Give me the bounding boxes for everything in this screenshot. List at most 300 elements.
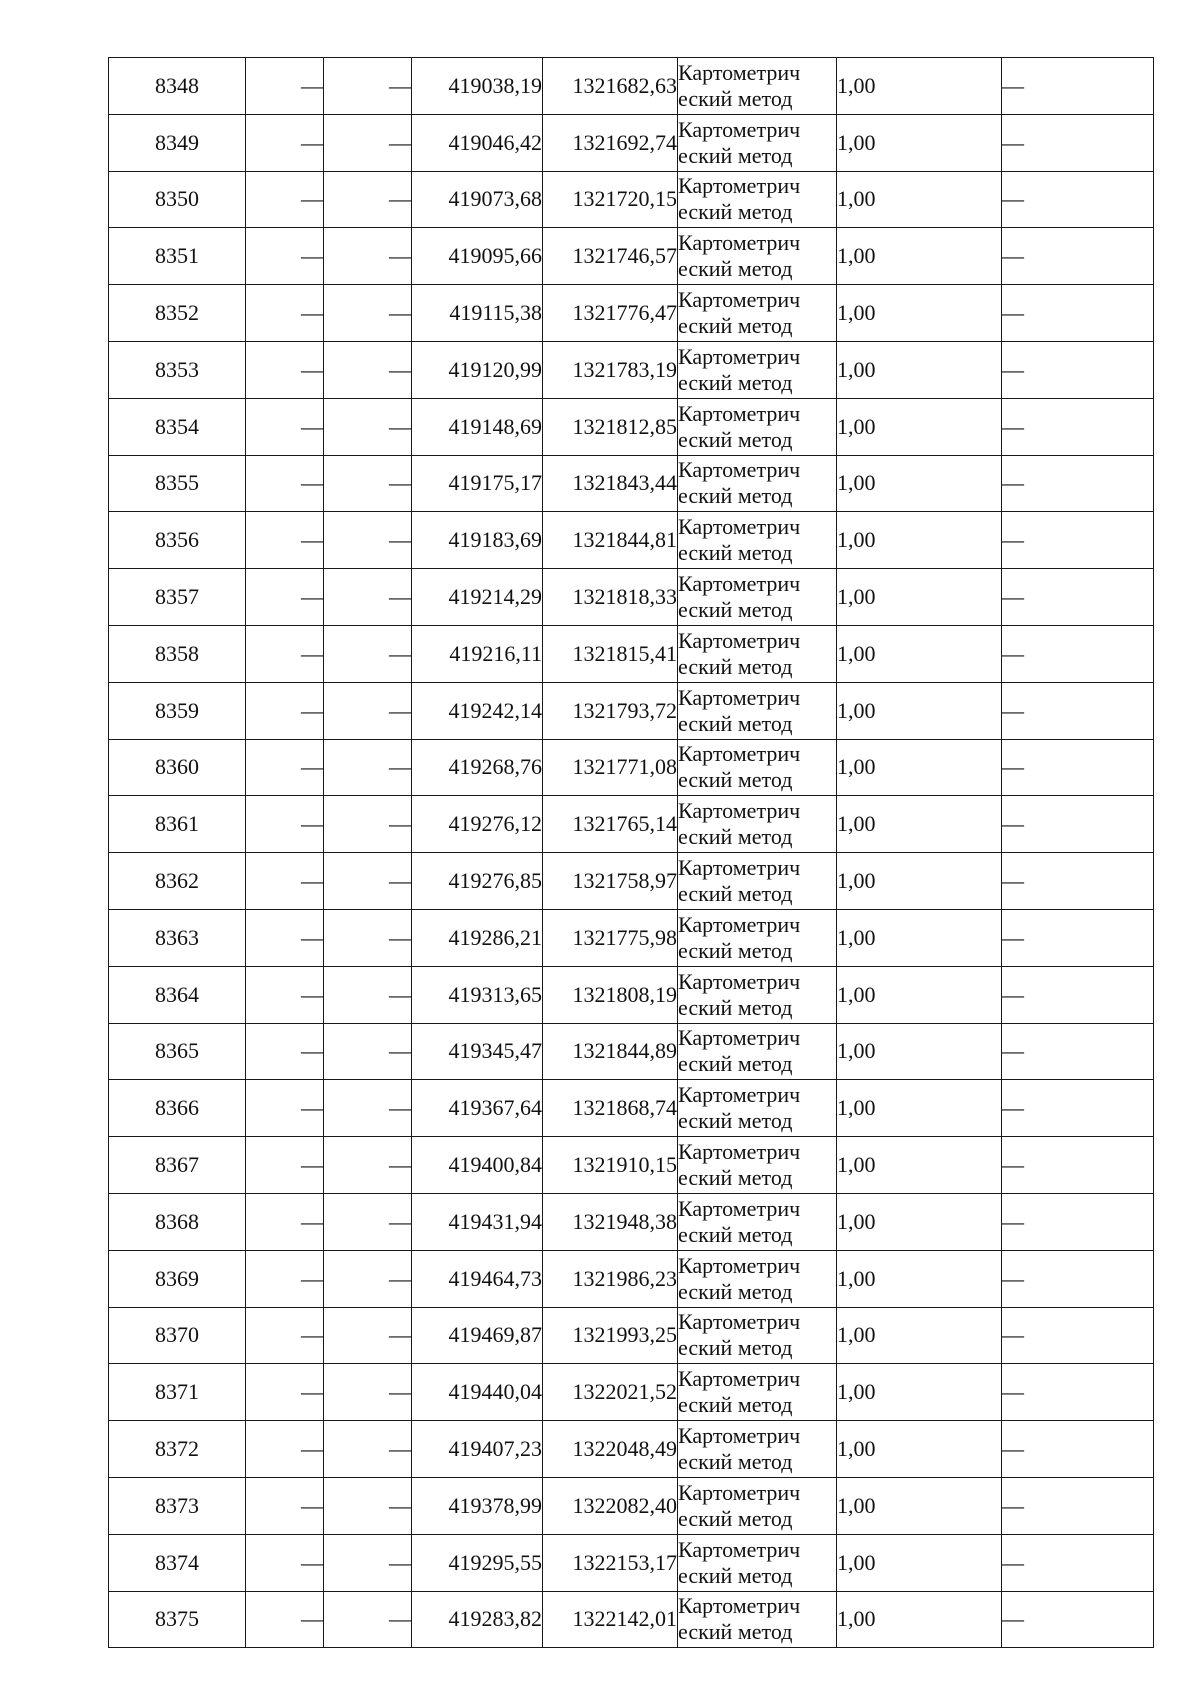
- empty-value-cell: —: [1002, 285, 1154, 342]
- empty-value-cell: —: [246, 1137, 324, 1194]
- method-cell: [678, 1307, 837, 1364]
- method-cell: [678, 1250, 837, 1307]
- y-coordinate-cell: 1321775,98: [543, 909, 678, 966]
- empty-value-cell: —: [246, 796, 324, 853]
- accuracy-cell: 1,00: [837, 455, 1002, 512]
- method-line-2: еский метод: [678, 1278, 793, 1304]
- accuracy-cell: 1,00: [837, 1080, 1002, 1137]
- empty-value-cell: —: [324, 1080, 412, 1137]
- accuracy-cell: 1,00: [837, 1250, 1002, 1307]
- method-line-2: еский метод: [678, 1165, 793, 1191]
- y-coordinate-cell: 1321765,14: [543, 796, 678, 853]
- empty-value-cell: —: [324, 966, 412, 1023]
- method-cell: [678, 1193, 837, 1250]
- y-coordinate-cell: 1321844,81: [543, 512, 678, 569]
- x-coordinate-cell: 419276,12: [412, 796, 543, 853]
- accuracy-cell: 1,00: [837, 512, 1002, 569]
- y-coordinate-cell: 1321948,38: [543, 1193, 678, 1250]
- empty-value-cell: —: [1002, 1477, 1154, 1534]
- method-cell: [678, 682, 837, 739]
- empty-value-cell: —: [324, 1364, 412, 1421]
- method-cell: [678, 1591, 837, 1648]
- table-row: [109, 114, 1154, 171]
- method-line-1: Картометрич: [678, 514, 801, 540]
- method-line-1: Картометрич: [678, 230, 801, 256]
- point-number-cell: 8352: [109, 285, 246, 342]
- method-line-2: еский метод: [678, 710, 793, 736]
- x-coordinate-cell: 419268,76: [412, 739, 543, 796]
- method-cell: [678, 285, 837, 342]
- empty-value-cell: —: [1002, 1193, 1154, 1250]
- x-coordinate-cell: 419464,73: [412, 1250, 543, 1307]
- empty-value-cell: —: [324, 341, 412, 398]
- accuracy-cell: 1,00: [837, 1421, 1002, 1478]
- empty-value-cell: —: [1002, 512, 1154, 569]
- accuracy-cell: 1,00: [837, 1137, 1002, 1194]
- empty-value-cell: —: [246, 1250, 324, 1307]
- method-line-2: еский метод: [678, 653, 793, 679]
- empty-value-cell: —: [324, 58, 412, 115]
- y-coordinate-cell: 1322048,49: [543, 1421, 678, 1478]
- empty-value-cell: —: [324, 682, 412, 739]
- y-coordinate-cell: 1321682,63: [543, 58, 678, 115]
- empty-value-cell: —: [1002, 1137, 1154, 1194]
- method-line-1: Картометрич: [678, 1309, 801, 1335]
- method-cell: [678, 1080, 837, 1137]
- x-coordinate-cell: 419214,29: [412, 569, 543, 626]
- y-coordinate-cell: 1321844,89: [543, 1023, 678, 1080]
- empty-value-cell: —: [246, 1364, 324, 1421]
- x-coordinate-cell: 419095,66: [412, 228, 543, 285]
- method-line-1: Картометрич: [678, 855, 801, 881]
- point-number-cell: 8353: [109, 341, 246, 398]
- empty-value-cell: —: [246, 455, 324, 512]
- method-line-2: еский метод: [678, 994, 793, 1020]
- point-number-cell: 8349: [109, 114, 246, 171]
- empty-value-cell: —: [324, 1477, 412, 1534]
- method-cell: [678, 853, 837, 910]
- method-cell: [678, 1023, 837, 1080]
- empty-value-cell: —: [1002, 341, 1154, 398]
- empty-value-cell: —: [246, 1023, 324, 1080]
- accuracy-cell: 1,00: [837, 58, 1002, 115]
- method-cell: [678, 512, 837, 569]
- empty-value-cell: —: [1002, 796, 1154, 853]
- x-coordinate-cell: 419276,85: [412, 853, 543, 910]
- point-number-cell: 8361: [109, 796, 246, 853]
- method-line-2: еский метод: [678, 256, 793, 282]
- empty-value-cell: —: [1002, 398, 1154, 455]
- method-line-1: Картометрич: [678, 1593, 801, 1619]
- x-coordinate-cell: 419120,99: [412, 341, 543, 398]
- empty-value-cell: —: [246, 569, 324, 626]
- table-row: [109, 739, 1154, 796]
- method-line-1: Картометрич: [678, 1536, 801, 1562]
- method-line-2: еский метод: [678, 142, 793, 168]
- accuracy-cell: 1,00: [837, 682, 1002, 739]
- x-coordinate-cell: 419400,84: [412, 1137, 543, 1194]
- point-number-cell: 8364: [109, 966, 246, 1023]
- point-number-cell: 8375: [109, 1591, 246, 1648]
- table-row: [109, 1137, 1154, 1194]
- method-cell: [678, 398, 837, 455]
- method-line-1: Картометрич: [678, 116, 801, 142]
- method-line-2: еский метод: [678, 881, 793, 907]
- method-cell: [678, 228, 837, 285]
- x-coordinate-cell: 419378,99: [412, 1477, 543, 1534]
- y-coordinate-cell: 1322021,52: [543, 1364, 678, 1421]
- empty-value-cell: —: [1002, 853, 1154, 910]
- empty-value-cell: —: [1002, 1534, 1154, 1591]
- y-coordinate-cell: 1321783,19: [543, 341, 678, 398]
- point-number-cell: 8357: [109, 569, 246, 626]
- empty-value-cell: —: [324, 455, 412, 512]
- empty-value-cell: —: [246, 682, 324, 739]
- accuracy-cell: 1,00: [837, 285, 1002, 342]
- empty-value-cell: —: [1002, 1250, 1154, 1307]
- empty-value-cell: —: [1002, 114, 1154, 171]
- empty-value-cell: —: [324, 739, 412, 796]
- table-row: [109, 1307, 1154, 1364]
- empty-value-cell: —: [324, 171, 412, 228]
- table-row: [109, 228, 1154, 285]
- empty-value-cell: —: [1002, 966, 1154, 1023]
- empty-value-cell: —: [324, 1307, 412, 1364]
- y-coordinate-cell: 1321843,44: [543, 455, 678, 512]
- x-coordinate-cell: 419073,68: [412, 171, 543, 228]
- empty-value-cell: —: [246, 966, 324, 1023]
- x-coordinate-cell: 419345,47: [412, 1023, 543, 1080]
- y-coordinate-cell: 1321771,08: [543, 739, 678, 796]
- x-coordinate-cell: 419148,69: [412, 398, 543, 455]
- x-coordinate-cell: 419295,55: [412, 1534, 543, 1591]
- empty-value-cell: —: [1002, 1080, 1154, 1137]
- method-line-2: еский метод: [678, 1335, 793, 1361]
- empty-value-cell: —: [1002, 625, 1154, 682]
- point-number-cell: 8368: [109, 1193, 246, 1250]
- empty-value-cell: —: [246, 1591, 324, 1648]
- method-line-2: еский метод: [678, 597, 793, 623]
- method-cell: [678, 455, 837, 512]
- y-coordinate-cell: 1321746,57: [543, 228, 678, 285]
- accuracy-cell: 1,00: [837, 1477, 1002, 1534]
- x-coordinate-cell: 419046,42: [412, 114, 543, 171]
- empty-value-cell: —: [246, 625, 324, 682]
- empty-value-cell: —: [324, 853, 412, 910]
- table-row: [109, 1364, 1154, 1421]
- accuracy-cell: 1,00: [837, 966, 1002, 1023]
- y-coordinate-cell: 1321986,23: [543, 1250, 678, 1307]
- method-line-1: Картометрич: [678, 287, 801, 313]
- empty-value-cell: —: [1002, 739, 1154, 796]
- method-line-1: Картометрич: [678, 911, 801, 937]
- method-line-2: еский метод: [678, 1505, 793, 1531]
- method-cell: [678, 58, 837, 115]
- empty-value-cell: —: [1002, 1023, 1154, 1080]
- accuracy-cell: 1,00: [837, 739, 1002, 796]
- method-line-1: Картометрич: [678, 627, 801, 653]
- point-number-cell: 8354: [109, 398, 246, 455]
- table-row: [109, 455, 1154, 512]
- empty-value-cell: —: [246, 1193, 324, 1250]
- accuracy-cell: 1,00: [837, 341, 1002, 398]
- table-row: [109, 909, 1154, 966]
- empty-value-cell: —: [324, 1534, 412, 1591]
- x-coordinate-cell: 419183,69: [412, 512, 543, 569]
- empty-value-cell: —: [246, 1534, 324, 1591]
- x-coordinate-cell: 419242,14: [412, 682, 543, 739]
- method-line-2: еский метод: [678, 1619, 793, 1645]
- table-row: [109, 569, 1154, 626]
- table-row: [109, 1250, 1154, 1307]
- method-cell: [678, 341, 837, 398]
- accuracy-cell: 1,00: [837, 114, 1002, 171]
- method-line-2: еский метод: [678, 426, 793, 452]
- x-coordinate-cell: 419440,04: [412, 1364, 543, 1421]
- x-coordinate-cell: 419216,11: [412, 625, 543, 682]
- x-coordinate-cell: 419313,65: [412, 966, 543, 1023]
- point-number-cell: 8370: [109, 1307, 246, 1364]
- point-number-cell: 8360: [109, 739, 246, 796]
- method-line-2: еский метод: [678, 313, 793, 339]
- empty-value-cell: —: [1002, 682, 1154, 739]
- method-cell: [678, 625, 837, 682]
- accuracy-cell: 1,00: [837, 1023, 1002, 1080]
- empty-value-cell: —: [324, 1591, 412, 1648]
- empty-value-cell: —: [246, 512, 324, 569]
- empty-value-cell: —: [324, 625, 412, 682]
- accuracy-cell: 1,00: [837, 171, 1002, 228]
- empty-value-cell: —: [324, 114, 412, 171]
- method-line-1: Картометрич: [678, 684, 801, 710]
- point-number-cell: 8371: [109, 1364, 246, 1421]
- accuracy-cell: 1,00: [837, 909, 1002, 966]
- method-cell: [678, 1137, 837, 1194]
- table-row: [109, 398, 1154, 455]
- empty-value-cell: —: [246, 114, 324, 171]
- table-row: [109, 1591, 1154, 1648]
- accuracy-cell: 1,00: [837, 1364, 1002, 1421]
- method-line-2: еский метод: [678, 1051, 793, 1077]
- method-line-2: еский метод: [678, 767, 793, 793]
- accuracy-cell: 1,00: [837, 1193, 1002, 1250]
- method-line-2: еский метод: [678, 540, 793, 566]
- empty-value-cell: —: [246, 853, 324, 910]
- empty-value-cell: —: [1002, 58, 1154, 115]
- point-number-cell: 8356: [109, 512, 246, 569]
- method-line-1: Картометрич: [678, 400, 801, 426]
- empty-value-cell: —: [1002, 909, 1154, 966]
- table-row: [109, 966, 1154, 1023]
- method-line-1: Картометрич: [678, 1366, 801, 1392]
- y-coordinate-cell: 1321910,15: [543, 1137, 678, 1194]
- point-number-cell: 8350: [109, 171, 246, 228]
- method-line-2: еский метод: [678, 824, 793, 850]
- x-coordinate-cell: 419038,19: [412, 58, 543, 115]
- y-coordinate-cell: 1321808,19: [543, 966, 678, 1023]
- method-line-2: еский метод: [678, 1562, 793, 1588]
- x-coordinate-cell: 419367,64: [412, 1080, 543, 1137]
- x-coordinate-cell: 419286,21: [412, 909, 543, 966]
- accuracy-cell: 1,00: [837, 1307, 1002, 1364]
- y-coordinate-cell: 1321868,74: [543, 1080, 678, 1137]
- point-number-cell: 8362: [109, 853, 246, 910]
- method-line-1: Картометрич: [678, 571, 801, 597]
- coordinates-table: [108, 57, 1154, 1648]
- method-cell: [678, 739, 837, 796]
- method-line-1: Картометрич: [678, 1423, 801, 1449]
- point-number-cell: 8373: [109, 1477, 246, 1534]
- empty-value-cell: —: [246, 909, 324, 966]
- method-line-2: еский метод: [678, 1221, 793, 1247]
- table-row: [109, 796, 1154, 853]
- accuracy-cell: 1,00: [837, 1534, 1002, 1591]
- empty-value-cell: —: [324, 569, 412, 626]
- y-coordinate-cell: 1322142,01: [543, 1591, 678, 1648]
- empty-value-cell: —: [246, 285, 324, 342]
- accuracy-cell: 1,00: [837, 398, 1002, 455]
- empty-value-cell: —: [246, 228, 324, 285]
- empty-value-cell: —: [324, 285, 412, 342]
- y-coordinate-cell: 1321793,72: [543, 682, 678, 739]
- point-number-cell: 8365: [109, 1023, 246, 1080]
- method-line-1: Картометрич: [678, 798, 801, 824]
- method-line-1: Картометрич: [678, 343, 801, 369]
- method-cell: [678, 114, 837, 171]
- table-row: [109, 1421, 1154, 1478]
- point-number-cell: 8359: [109, 682, 246, 739]
- x-coordinate-cell: 419407,23: [412, 1421, 543, 1478]
- method-line-1: Картометрич: [678, 1252, 801, 1278]
- method-line-2: еский метод: [678, 199, 793, 225]
- empty-value-cell: —: [1002, 171, 1154, 228]
- table-row: [109, 1023, 1154, 1080]
- accuracy-cell: 1,00: [837, 796, 1002, 853]
- y-coordinate-cell: 1321815,41: [543, 625, 678, 682]
- empty-value-cell: —: [324, 1421, 412, 1478]
- table-row: [109, 853, 1154, 910]
- empty-value-cell: —: [1002, 1591, 1154, 1648]
- empty-value-cell: —: [324, 398, 412, 455]
- empty-value-cell: —: [246, 739, 324, 796]
- point-number-cell: 8369: [109, 1250, 246, 1307]
- y-coordinate-cell: 1321812,85: [543, 398, 678, 455]
- method-line-1: Картометрич: [678, 1139, 801, 1165]
- method-line-1: Картометрич: [678, 59, 801, 85]
- method-line-1: Картометрич: [678, 1195, 801, 1221]
- table-row: [109, 171, 1154, 228]
- empty-value-cell: —: [324, 1023, 412, 1080]
- method-line-2: еский метод: [678, 1449, 793, 1475]
- method-line-1: Картометрич: [678, 173, 801, 199]
- empty-value-cell: —: [324, 909, 412, 966]
- accuracy-cell: 1,00: [837, 625, 1002, 682]
- point-number-cell: 8355: [109, 455, 246, 512]
- x-coordinate-cell: 419431,94: [412, 1193, 543, 1250]
- table-body: [109, 58, 1154, 1648]
- method-cell: [678, 1477, 837, 1534]
- y-coordinate-cell: 1321720,15: [543, 171, 678, 228]
- point-number-cell: 8363: [109, 909, 246, 966]
- x-coordinate-cell: 419175,17: [412, 455, 543, 512]
- empty-value-cell: —: [246, 1477, 324, 1534]
- accuracy-cell: 1,00: [837, 569, 1002, 626]
- method-cell: [678, 1421, 837, 1478]
- method-line-2: еский метод: [678, 483, 793, 509]
- table-row: [109, 1193, 1154, 1250]
- table-row: [109, 1534, 1154, 1591]
- empty-value-cell: —: [1002, 569, 1154, 626]
- table-row: [109, 682, 1154, 739]
- empty-value-cell: —: [324, 1250, 412, 1307]
- empty-value-cell: —: [246, 171, 324, 228]
- empty-value-cell: —: [1002, 1307, 1154, 1364]
- method-line-1: Картометрич: [678, 741, 801, 767]
- empty-value-cell: —: [1002, 455, 1154, 512]
- table-row: [109, 285, 1154, 342]
- empty-value-cell: —: [246, 341, 324, 398]
- point-number-cell: 8374: [109, 1534, 246, 1591]
- empty-value-cell: —: [246, 1421, 324, 1478]
- method-line-2: еский метод: [678, 85, 793, 111]
- empty-value-cell: —: [1002, 228, 1154, 285]
- table-row: [109, 1477, 1154, 1534]
- empty-value-cell: —: [324, 1137, 412, 1194]
- point-number-cell: 8372: [109, 1421, 246, 1478]
- accuracy-cell: 1,00: [837, 853, 1002, 910]
- empty-value-cell: —: [324, 512, 412, 569]
- method-cell: [678, 966, 837, 1023]
- y-coordinate-cell: 1321758,97: [543, 853, 678, 910]
- method-line-1: Картометрич: [678, 1479, 801, 1505]
- method-cell: [678, 1364, 837, 1421]
- accuracy-cell: 1,00: [837, 1591, 1002, 1648]
- empty-value-cell: —: [1002, 1421, 1154, 1478]
- table-row: [109, 341, 1154, 398]
- point-number-cell: 8358: [109, 625, 246, 682]
- empty-value-cell: —: [324, 796, 412, 853]
- x-coordinate-cell: 419283,82: [412, 1591, 543, 1648]
- table-row: [109, 625, 1154, 682]
- point-number-cell: 8366: [109, 1080, 246, 1137]
- point-number-cell: 8367: [109, 1137, 246, 1194]
- empty-value-cell: —: [246, 58, 324, 115]
- point-number-cell: 8351: [109, 228, 246, 285]
- y-coordinate-cell: 1321692,74: [543, 114, 678, 171]
- point-number-cell: 8348: [109, 58, 246, 115]
- y-coordinate-cell: 1322153,17: [543, 1534, 678, 1591]
- method-cell: [678, 909, 837, 966]
- accuracy-cell: 1,00: [837, 228, 1002, 285]
- method-line-2: еский метод: [678, 937, 793, 963]
- x-coordinate-cell: 419115,38: [412, 285, 543, 342]
- method-cell: [678, 1534, 837, 1591]
- y-coordinate-cell: 1321776,47: [543, 285, 678, 342]
- method-line-2: еский метод: [678, 1108, 793, 1134]
- empty-value-cell: —: [246, 1307, 324, 1364]
- method-line-1: Картометрич: [678, 457, 801, 483]
- method-cell: [678, 171, 837, 228]
- method-line-2: еский метод: [678, 369, 793, 395]
- empty-value-cell: —: [1002, 1364, 1154, 1421]
- method-line-1: Картометрич: [678, 1082, 801, 1108]
- y-coordinate-cell: 1322082,40: [543, 1477, 678, 1534]
- table-row: [109, 1080, 1154, 1137]
- table-row: [109, 512, 1154, 569]
- table-row: [109, 58, 1154, 115]
- x-coordinate-cell: 419469,87: [412, 1307, 543, 1364]
- y-coordinate-cell: 1321993,25: [543, 1307, 678, 1364]
